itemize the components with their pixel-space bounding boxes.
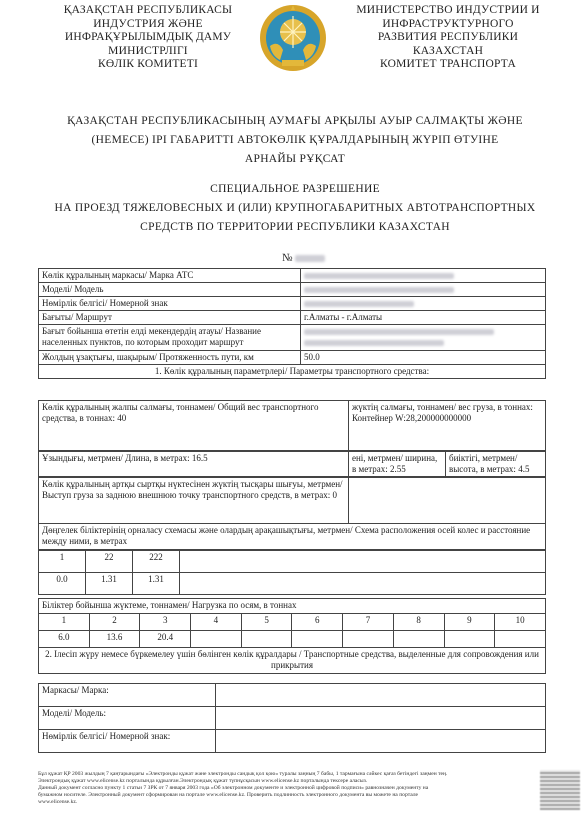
field-value [301,283,546,297]
document-number [282,252,325,264]
field-value [301,269,546,283]
params-table-dimensions [38,451,546,477]
table-row [39,614,546,631]
table-row [39,478,546,524]
footer-line: Бұл құжат ҚР 2003 жылдың 7 қаңтарындағы «Электронды құжат және электронды сандық қол қою» туралы заңның 7 бабы, 1 тармағына сәйкес қағаз бетіндегі заңмен тең. [38,771,448,777]
total-weight-cell: Көлік құралының жалпы салмағы, тоннамен/ Общий вес транспортного средства, в тоннах: 40 [39,401,349,451]
header-right-line: КОМИТЕТ ТРАНСПОРТА [380,58,516,70]
table-row [39,283,546,297]
axle-load [191,631,242,648]
axle-number: 1 [39,614,90,631]
table-cell [180,573,546,595]
footer-line: Электрондық құжат www.elicense.kz порталында құрылған.Электрондық құжат түпнұсқасын www.elicense.kz порталында тексере аласыз. [38,778,368,784]
document-title-kz [40,112,550,169]
title-line: АРНАЙЫ РҰҚСАТ [244,153,346,165]
table-row [39,269,546,283]
header-right-line: КАЗАХСТАН [412,44,484,57]
axle-scheme-label: Дөңгелек біліктерінің орналасу схемасы және олардың арақашықтығы, метрмен/ Схема расположения осей колес и расстояние между ними, в метрах [39,524,546,550]
table-row [39,599,546,614]
empty-cell [349,478,546,524]
field-value [301,325,546,351]
axle-number: 6 [292,614,343,631]
section-title: 1. Көлік құралының параметрлері/ Параметры транспортного средства: [39,365,546,379]
legal-footer [38,771,518,806]
header-right [348,4,548,72]
axle-load [241,631,292,648]
axle-load: 13.6 [89,631,140,648]
section-title: 2. Ілесіп жүру немесе бүркемелеу үшін бөлінген көлік құралдары / Транспортные средства, выделенные для сопровождения или прикрытия [39,648,546,674]
axle-number: 3 [140,614,191,631]
field-value: г.Алматы - г.Алматы [301,311,546,325]
table-row [39,684,546,707]
footer-line: www.elicense.kz. [38,799,78,805]
field-label: Моделі/ Модель [39,283,301,297]
table-row [39,707,546,730]
redacted-value [304,340,444,346]
escort-table [38,683,546,753]
field-label: Бағыт бойынша өтетін елді мекендердің атауы/ Название населенных пунктов, по которым проходит маршрут [39,325,301,351]
field-label: Бағыты/ Маршрут [39,311,301,325]
axle-number: 5 [241,614,292,631]
document-title-ru [40,180,550,237]
axle-number: 9 [444,614,495,631]
section-header-row [39,648,546,674]
title-line: ҚАЗАҚСТАН РЕСПУБЛИКАСЫНЫҢ АУМАҒЫ АРҚЫЛЫ АУЫР САЛМАҚТЫ ЖӘНЕ [67,115,523,127]
footer-line: Данный документ согласно пункту 1 статьи 7 ЗРК от 7 января 2003 года «Об электронном документе и электронной цифровой подписи» равнозначен документу на [38,785,429,791]
cargo-weight-cell: жүктің салмағы, тоннамен/ вес груза, в тоннах: Контейнер W:28,200000000000 [349,401,546,451]
field-value [216,707,546,730]
axle-load [292,631,343,648]
header-right-line: МИНИСТЕРСТВО ИНДУСТРИИ И [356,4,540,16]
header-left [48,4,248,72]
header-left-line: КӨЛІК КОМИТЕТІ [97,58,199,70]
header-left-line: МИНИСТРЛІГІ [108,44,188,57]
table-cell: 22 [86,551,133,573]
redacted-value [304,273,454,279]
header-right-line: ИНФРАСТРУКТУРНОГО [382,17,514,30]
table-row [39,573,546,595]
state-emblem-icon [258,2,328,74]
field-value [216,684,546,707]
axle-load [393,631,444,648]
axle-load-table [38,598,546,674]
table-row [39,351,546,365]
width-cell: ені, метрмен/ ширина, в метрах: 2.55 [349,452,446,477]
height-cell: биіктігі, метрмен/ высота, в метрах: 4.5 [446,452,546,477]
axle-scheme-table [38,550,546,595]
title-line: СРЕДСТВ ПО ТЕРРИТОРИИ РЕСПУБЛИКИ КАЗАХСТАН [140,221,450,233]
field-label: Маркасы/ Марка: [39,684,216,707]
table-row [39,401,546,451]
field-label: Жолдың ұзақтығы, шақырым/ Протяженность пути, км [39,351,301,365]
field-label: Көлік құралының маркасы/ Марка АТС [39,269,301,283]
field-value [301,297,546,311]
footer-line: бумажном носителе. Электронный документ сформирован на портале www.elicense.kz. Проверить подлинность электронного документа вы можете на портале [38,792,419,798]
header-right-line: РАЗВИТИЯ РЕСПУБЛИКИ [377,31,519,43]
field-value: 50.0 [301,351,546,365]
redacted-value [304,287,454,293]
table-row [39,524,546,550]
table-row [39,551,546,573]
axle-number: 10 [495,614,546,631]
section-header-row [39,365,546,379]
axle-load [444,631,495,648]
title-line: НА ПРОЕЗД ТЯЖЕЛОВЕСНЫХ И (ИЛИ) КРУПНОГАБАРИТНЫХ АВТОТРАНСПОРТНЫХ [54,202,536,214]
params-table-weight [38,400,546,451]
params-table-overhang [38,477,546,550]
table-row [39,631,546,648]
axle-load: 20.4 [140,631,191,648]
field-label: Нөмірлік белгісі/ Номерной знак [39,297,301,311]
header-left-line: ҚАЗАҚСТАН РЕСПУБЛИКАСЫ [63,4,233,16]
table-cell: 1.31 [86,573,133,595]
axle-number: 2 [89,614,140,631]
header-left-line: ИНФРАҚҰРЫЛЫМДЫҚ ДАМУ [64,31,232,43]
axle-number: 7 [343,614,394,631]
field-value [216,730,546,753]
document-number-label: № [282,252,293,264]
table-row [39,452,546,477]
title-line: (НЕМЕСЕ) ІРІ ГАБАРИТТІ АВТОКӨЛІК ҚҰРАЛДАРЫНЫҢ ЖҮРІП ӨТУІНЕ [91,134,499,146]
field-label: Моделі/ Модель: [39,707,216,730]
redacted-value [304,301,414,307]
table-cell [180,551,546,573]
field-label: Нөмірлік белгісі/ Номерной знак: [39,730,216,753]
axle-load: 6.0 [39,631,90,648]
table-cell: 1 [39,551,86,573]
title-line: СПЕЦИАЛЬНОЕ РАЗРЕШЕНИЕ [210,183,380,195]
overhang-cell: Көлік құралының артқы сыртқы нүктесінен жүктің тысқары шығуы, метрмен/ Выступ груза за заднюю внешнюю точку транспортного средств, в метрах: 0 [39,478,349,524]
table-cell: 0.0 [39,573,86,595]
axle-number: 4 [191,614,242,631]
axle-load [495,631,546,648]
table-row [39,297,546,311]
table-cell: 222 [133,551,180,573]
table-row [39,730,546,753]
redacted-value [295,255,325,262]
table-cell: 1.31 [133,573,180,595]
qr-code-icon [540,770,580,810]
redacted-value [304,329,494,335]
axle-load-label: Біліктер бойынша жүктеме, тоннамен/ Нагрузка по осям, в тоннах [39,599,546,614]
table-row [39,311,546,325]
table-row [39,325,546,351]
header-left-line: ИНДУСТРИЯ ЖӘНЕ [93,17,203,30]
length-cell: Ұзындығы, метрмен/ Длина, в метрах: 16.5 [39,452,349,477]
axle-number: 8 [393,614,444,631]
axle-load [343,631,394,648]
vehicle-info-table [38,268,546,379]
